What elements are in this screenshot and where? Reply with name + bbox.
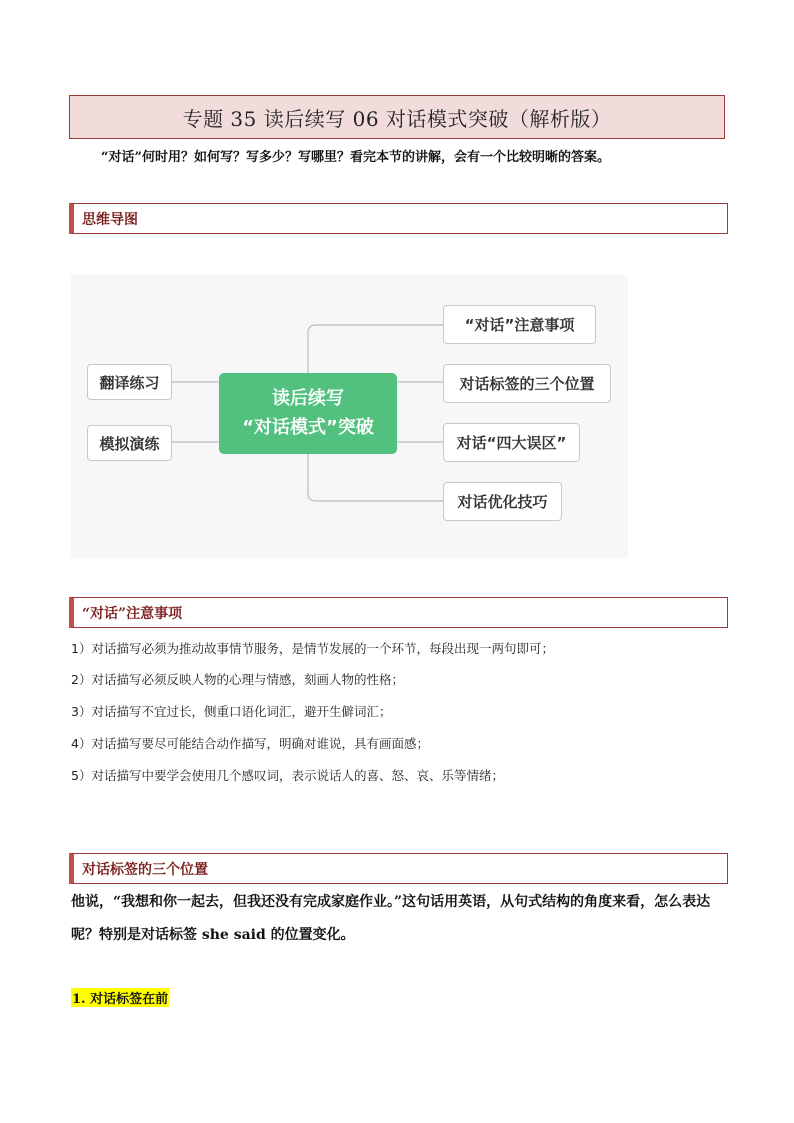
mind-map-center-node — [219, 373, 397, 454]
intro-text: “对话”何时用？如何写？写多少？写哪里？看完本节的讲解，会有一个比较明晰的答案。 — [101, 150, 610, 165]
mind-map-node-mock-drill: 模拟演练 — [87, 425, 172, 461]
section-heading-tag-positions: 对话标签的三个位置 — [69, 853, 728, 884]
mind-map — [71, 275, 628, 558]
note-item-4: 4）对话描写要尽可能结合动作描写，明确对谁说，具有画面感； — [71, 736, 429, 751]
section-heading-dialogue-notes: “对话”注意事项 — [69, 597, 728, 628]
note-item-2: 2）对话描写必须反映人物的心理与情感，刻画人物的性格； — [71, 672, 404, 687]
mind-map-node-optimization-tips: 对话优化技巧 — [443, 482, 562, 521]
mind-map-center-line1: 读后续写 — [272, 387, 344, 409]
note-item-5: 5）对话描写中要学会使用几个感叹词，表示说话人的喜、怒、哀、乐等情绪； — [71, 768, 504, 783]
mind-map-node-four-misconceptions: 对话“四大误区” — [443, 423, 580, 462]
mind-map-node-tag-positions: 对话标签的三个位置 — [443, 364, 611, 403]
mind-map-node-translation-practice: 翻译练习 — [87, 364, 172, 400]
mind-map-node-dialogue-notes: “对话”注意事项 — [443, 305, 596, 344]
section-heading-mindmap: 思维导图 — [69, 203, 728, 234]
subheading-tag-before: 1. 对话标签在前 — [71, 988, 169, 1007]
note-item-3: 3）对话描写不宜过长，侧重口语化词汇，避开生僻词汇； — [71, 704, 392, 719]
example-paragraph: 他说，“我想和你一起去，但我还没有完成家庭作业。”这句话用英语，从句式结构的角度来看，怎么表达呢？特别是对话标签 she said 的位置变化。 — [71, 894, 711, 943]
note-item-1: 1）对话描写必须为推动故事情节服务，是情节发展的一个环节，每段出现一两句即可； — [71, 641, 554, 656]
mind-map-center-line2: “对话模式”突破 — [242, 416, 374, 438]
document-title: 专题 35 读后续写 06 对话模式突破（解析版） — [69, 95, 725, 139]
